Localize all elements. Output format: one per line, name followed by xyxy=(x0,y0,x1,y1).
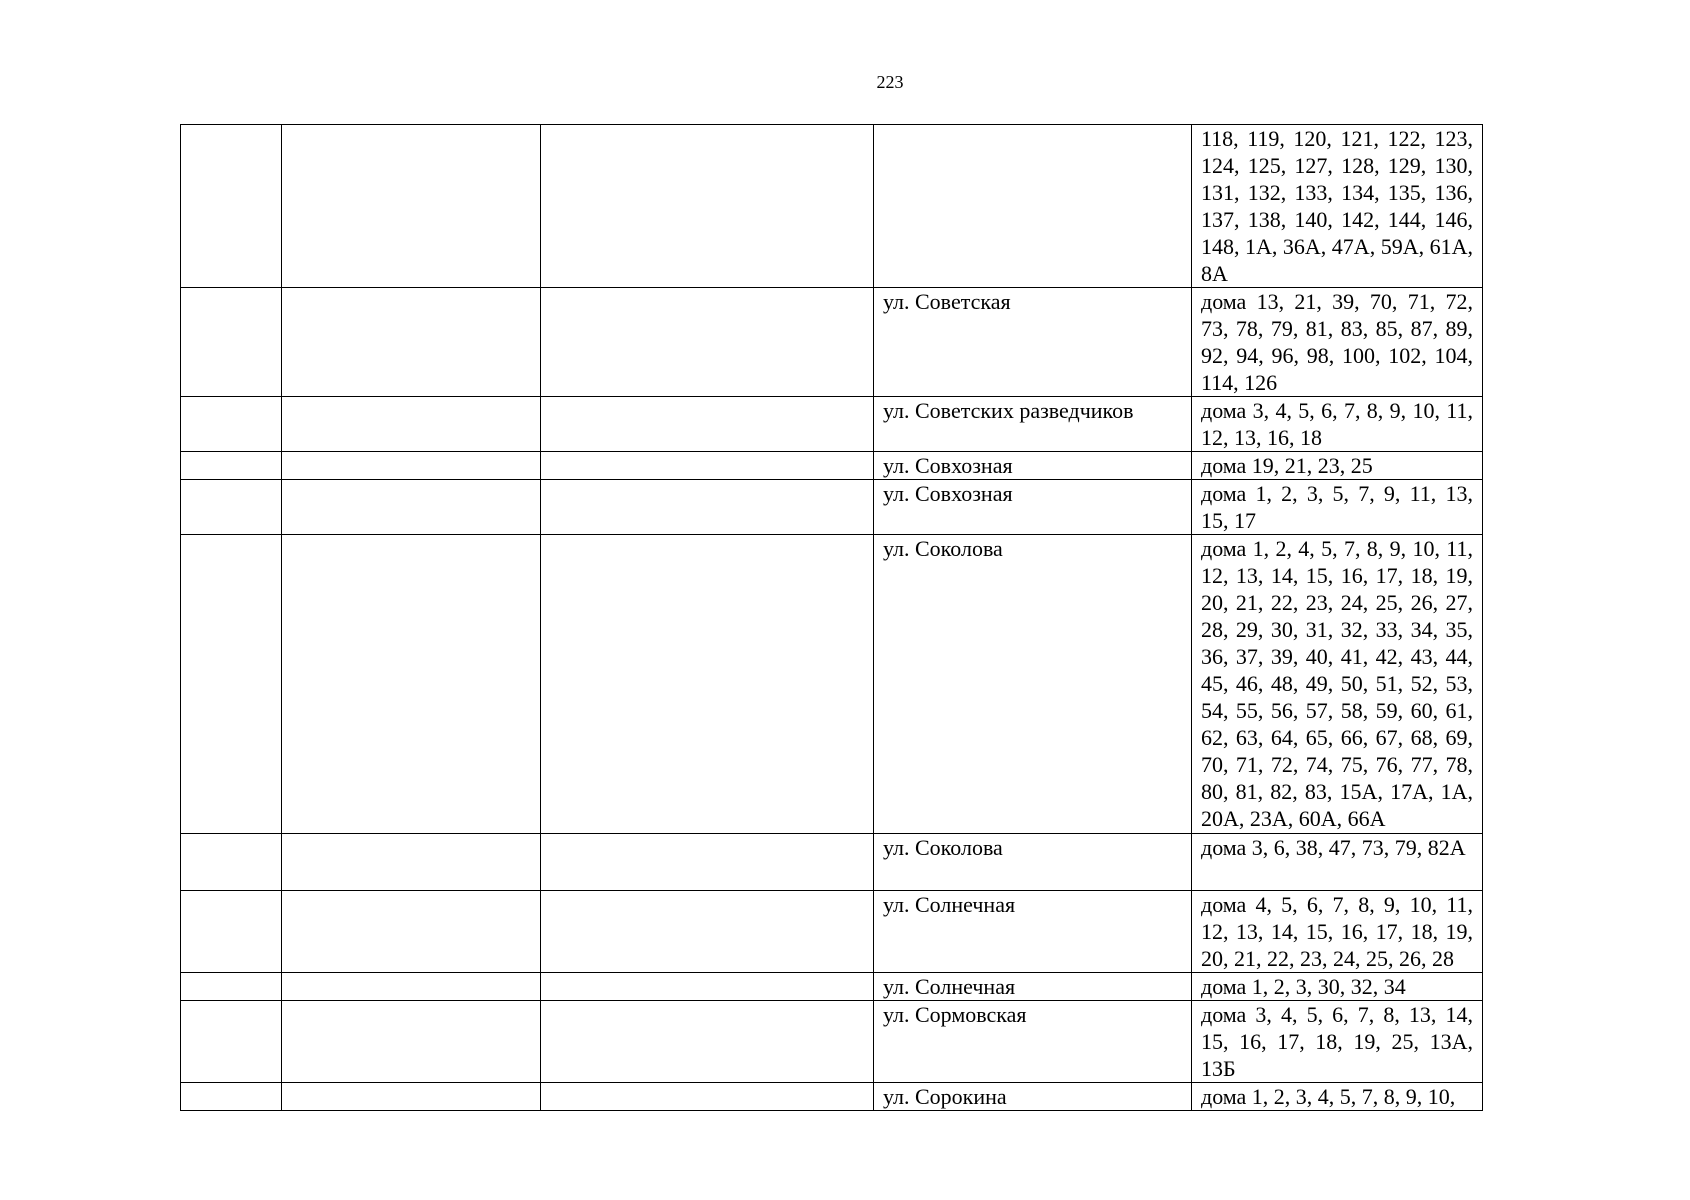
number-cell xyxy=(181,1083,282,1111)
houses-cell: дома 13, 21, 39, 70, 71, 72, 73, 78, 79, 81, 83, 85, 87, 89, 92, 94, 96, 98, 100, 102, 104, 114, 126 xyxy=(1192,288,1483,397)
number-cell xyxy=(181,452,282,480)
locality-cell xyxy=(541,480,874,535)
houses-cell: дома 3, 4, 5, 6, 7, 8, 13, 14, 15, 16, 17, 18, 19, 25, 13А, 13Б xyxy=(1192,1001,1483,1083)
number-cell xyxy=(181,891,282,973)
district-cell xyxy=(282,288,541,397)
street-cell: ул. Солнечная xyxy=(874,891,1192,973)
table-row xyxy=(181,535,1483,834)
table-row xyxy=(181,834,1483,891)
table-row xyxy=(181,891,1483,973)
street-cell: ул. Соколова xyxy=(874,535,1192,834)
table-row xyxy=(181,288,1483,397)
street-cell: ул. Сормовская xyxy=(874,1001,1192,1083)
street-cell: ул. Советская xyxy=(874,288,1192,397)
street-cell xyxy=(874,125,1192,288)
number-cell xyxy=(181,535,282,834)
table-row xyxy=(181,452,1483,480)
street-cell: ул. Сорокина xyxy=(874,1083,1192,1111)
locality-cell xyxy=(541,1001,874,1083)
houses-cell: дома 3, 6, 38, 47, 73, 79, 82А xyxy=(1192,834,1483,891)
address-table xyxy=(180,124,1483,1111)
houses-cell: дома 3, 4, 5, 6, 7, 8, 9, 10, 11, 12, 13, 16, 18 xyxy=(1192,397,1483,452)
houses-cell: 118, 119, 120, 121, 122, 123, 124, 125, 127, 128, 129, 130, 131, 132, 133, 134, 135, 136, 137, 138, 140, 142, 144, 146, 148, 1А, 36А, 47А, 59А, 61А, 8А xyxy=(1192,125,1483,288)
locality-cell xyxy=(541,834,874,891)
street-cell: ул. Советских разведчиков xyxy=(874,397,1192,452)
district-cell xyxy=(282,973,541,1001)
district-cell xyxy=(282,125,541,288)
number-cell xyxy=(181,288,282,397)
street-cell: ул. Солнечная xyxy=(874,973,1192,1001)
district-cell xyxy=(282,1083,541,1111)
district-cell xyxy=(282,834,541,891)
locality-cell xyxy=(541,125,874,288)
street-cell: ул. Совхозная xyxy=(874,452,1192,480)
houses-cell: дома 1, 2, 3, 30, 32, 34 xyxy=(1192,973,1483,1001)
locality-cell xyxy=(541,973,874,1001)
number-cell xyxy=(181,1001,282,1083)
locality-cell xyxy=(541,452,874,480)
locality-cell xyxy=(541,1083,874,1111)
locality-cell xyxy=(541,535,874,834)
locality-cell xyxy=(541,288,874,397)
table-row xyxy=(181,480,1483,535)
table-row xyxy=(181,397,1483,452)
street-cell: ул. Соколова xyxy=(874,834,1192,891)
houses-cell: дома 19, 21, 23, 25 xyxy=(1192,452,1483,480)
district-cell xyxy=(282,397,541,452)
locality-cell xyxy=(541,891,874,973)
district-cell xyxy=(282,480,541,535)
district-cell xyxy=(282,452,541,480)
page-number: 223 xyxy=(876,72,904,92)
street-cell: ул. Совхозная xyxy=(874,480,1192,535)
houses-cell: дома 1, 2, 3, 5, 7, 9, 11, 13, 15, 17 xyxy=(1192,480,1483,535)
number-cell xyxy=(181,397,282,452)
number-cell xyxy=(181,834,282,891)
table-row xyxy=(181,973,1483,1001)
table-row xyxy=(181,125,1483,288)
number-cell xyxy=(181,973,282,1001)
district-cell xyxy=(282,1001,541,1083)
houses-cell: дома 1, 2, 3, 4, 5, 7, 8, 9, 10, xyxy=(1192,1083,1483,1111)
table-row xyxy=(181,1083,1483,1111)
houses-cell: дома 4, 5, 6, 7, 8, 9, 10, 11, 12, 13, 14, 15, 16, 17, 18, 19, 20, 21, 22, 23, 24, 25, 26, 28 xyxy=(1192,891,1483,973)
number-cell xyxy=(181,480,282,535)
houses-cell: дома 1, 2, 4, 5, 7, 8, 9, 10, 11, 12, 13, 14, 15, 16, 17, 18, 19, 20, 21, 22, 23, 24, 25, 26, 27, 28, 29, 30, 31, 32, 33, 34, 35, 36, 37, 39, 40, 41, 42, 43, 44, 45, 46, 48, 49, 50, 51, 52, 53, 54, 55, 56, 57, 58, 59, 60, 61, 62, 63, 64, 65, 66, 67, 68, 69, 70, 71, 72, 74, 75, 76, 77, 78, 80, 81, 82, 83, 15А, 17А, 1А, 20А, 23А, 60А, 66А xyxy=(1192,535,1483,834)
district-cell xyxy=(282,891,541,973)
district-cell xyxy=(282,535,541,834)
locality-cell xyxy=(541,397,874,452)
number-cell xyxy=(181,125,282,288)
table-row xyxy=(181,1001,1483,1083)
